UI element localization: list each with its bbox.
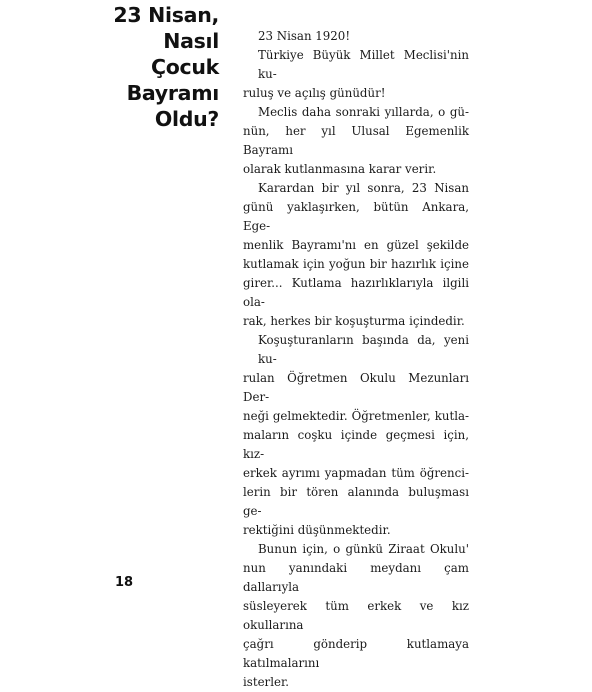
text-line: Meclis daha sonraki yıllarda, o gü-: [258, 105, 469, 119]
body-text: [243, 27, 469, 692]
text-line: lerin bir tören alanında buluşması ge-: [243, 485, 469, 518]
paragraph: [243, 46, 469, 103]
text-line: erkek ayrımı yapmadan tüm öğrenci-: [243, 466, 469, 480]
text-line: Türkiye Büyük Millet Meclisi'nin ku-: [258, 48, 469, 81]
text-line: olarak kutlanmasına karar verir.: [243, 162, 437, 176]
paragraph: [243, 540, 469, 692]
text-line: menlik Bayramı'nı en güzel şekilde: [243, 238, 469, 252]
text-line: çağrı gönderip kutlamaya katılmalarını: [243, 637, 469, 670]
paragraph: [243, 27, 469, 46]
chapter-title-line: Nasıl: [163, 29, 219, 53]
text-line: günü yaklaşırken, bütün Ankara, Ege-: [243, 200, 469, 233]
paragraph: [243, 331, 469, 540]
page-number: 18: [115, 575, 134, 590]
text-line: maların coşku içinde geçmesi için, kız-: [243, 428, 469, 461]
text-line: neği gelmektedir. Öğretmenler, kutla-: [243, 409, 469, 423]
text-line: nun yanındaki meydanı çam dallarıyla: [243, 561, 469, 594]
text-line: süsleyerek tüm erkek ve kız okullarına: [243, 599, 469, 632]
chapter-title-line: Oldu?: [154, 107, 219, 131]
chapter-title: [59, 2, 219, 132]
text-line: isterler.: [243, 675, 290, 689]
chapter-title-line: Bayramı: [126, 81, 219, 105]
text-line: 23 Nisan 1920!: [258, 29, 351, 43]
paragraph: [243, 179, 469, 331]
text-line: rulan Öğretmen Okulu Mezunları Der-: [243, 371, 469, 404]
text-line: girer... Kutlama hazırlıklarıyla ilgili ola-: [243, 276, 469, 309]
chapter-title-line: Çocuk: [150, 55, 219, 79]
text-line: nün, her yıl Ulusal Egemenlik Bayramı: [243, 124, 469, 157]
chapter-title-line: 23 Nisan,: [113, 3, 219, 27]
text-line: kutlamak için yoğun bir hazırlık içine: [243, 257, 469, 271]
text-line: rektiğini düşünmektedir.: [243, 523, 391, 537]
text-line: ruluş ve açılış günüdür!: [243, 86, 386, 100]
text-line: rak, herkes bir koşuşturma içindedir.: [243, 314, 465, 328]
text-line: Karardan bir yıl sonra, 23 Nisan: [258, 181, 469, 195]
text-line: Koşuşturanların başında da, yeni ku-: [258, 333, 469, 366]
paragraph: [243, 103, 469, 179]
text-line: Bunun için, o günkü Ziraat Okulu': [258, 542, 469, 556]
